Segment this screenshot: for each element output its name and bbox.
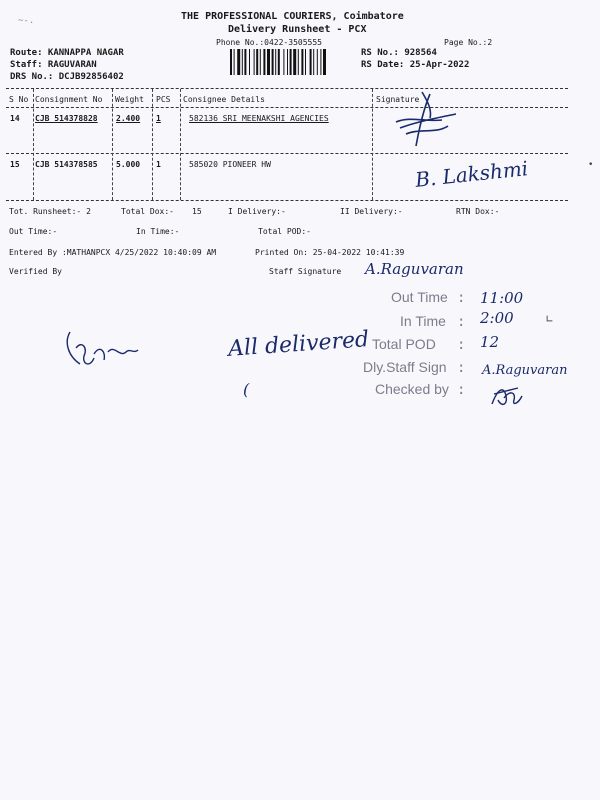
col-divider bbox=[180, 89, 181, 200]
row-15-signature: B. Lakshmi bbox=[414, 156, 530, 192]
phone-number: Phone No.:0422-3505555 bbox=[216, 38, 322, 47]
col-header-weight: Weight bbox=[115, 95, 144, 104]
barcode-bar bbox=[254, 49, 255, 75]
document-title: THE PROFESSIONAL COURIERS, Coimbatore bbox=[181, 11, 404, 22]
barcode-bar bbox=[317, 49, 318, 75]
table-row-divider bbox=[6, 153, 568, 154]
stamp-out-time: Out Time bbox=[391, 289, 448, 305]
document-subtitle: Delivery Runsheet - PCX bbox=[228, 24, 367, 35]
barcode-bar bbox=[230, 49, 232, 75]
row-pcs: 1 bbox=[156, 160, 161, 169]
row-sno: 14 bbox=[10, 114, 20, 123]
row-weight: 5.000 bbox=[116, 160, 141, 169]
handwritten-total-pod: 12 bbox=[480, 333, 500, 351]
total-pod-field: Total POD:- bbox=[258, 227, 311, 236]
stamp-colon: : bbox=[457, 314, 466, 330]
printed-on: Printed On: 25-04-2022 10:41:39 bbox=[255, 248, 405, 257]
barcode-bar bbox=[287, 49, 288, 75]
barcode-bar bbox=[256, 49, 258, 75]
handwritten-out-time: 11:00 bbox=[480, 289, 524, 307]
barcode-bar bbox=[283, 49, 284, 75]
row-sno: 15 bbox=[10, 160, 20, 169]
handwritten-dly-staff: A.Raguvaran bbox=[482, 363, 568, 378]
barcode-bar bbox=[260, 49, 261, 75]
barcode-bar bbox=[234, 49, 235, 75]
staff-signature-handwriting: A.Raguvaran bbox=[365, 260, 464, 278]
barcode-bar bbox=[310, 49, 312, 75]
col-header-sno: S No bbox=[9, 95, 29, 104]
stamp-in-time: In Time bbox=[400, 313, 446, 329]
barcode-bar bbox=[275, 49, 276, 75]
barcode-bar bbox=[323, 49, 326, 75]
barcode-bar bbox=[244, 49, 246, 75]
total-dox-label: Total Dox:- bbox=[121, 207, 174, 216]
barcode-bar bbox=[313, 49, 314, 75]
table-top-line bbox=[6, 88, 568, 89]
stamp-dly-staff-sign: Dly.Staff Sign bbox=[363, 359, 447, 375]
barcode-bar bbox=[320, 49, 321, 75]
barcode-bar bbox=[290, 49, 292, 75]
barcode-bar bbox=[301, 49, 303, 75]
barcode-bar bbox=[272, 49, 274, 75]
rs-date: RS Date: 25-Apr-2022 bbox=[361, 60, 470, 70]
barcode-bar bbox=[305, 49, 306, 75]
col-header-consignee: Consignee Details bbox=[183, 95, 265, 104]
checked-by-signature bbox=[488, 382, 528, 410]
row-14-signature bbox=[386, 88, 466, 150]
row-details: 585020 PIONEER HW bbox=[189, 160, 271, 169]
i-delivery: I Delivery:- bbox=[228, 207, 286, 216]
barcode-bar bbox=[267, 49, 270, 75]
rs-number: RS No.: 928564 bbox=[361, 48, 437, 58]
barcode-bar bbox=[249, 49, 250, 75]
margin-mark: ∟ bbox=[546, 312, 554, 326]
col-divider bbox=[33, 89, 34, 200]
row-pcs: 1 bbox=[156, 114, 161, 123]
staff-signature-label: Staff Signature bbox=[269, 267, 342, 276]
verified-by: Verified By bbox=[9, 267, 62, 276]
barcode-bar bbox=[298, 49, 299, 75]
col-header-signature: Signature bbox=[376, 95, 420, 104]
col-header-pcs: PCS bbox=[156, 95, 171, 104]
stray-mark: ( bbox=[243, 380, 250, 399]
col-divider bbox=[112, 89, 113, 200]
out-time-field: Out Time:- bbox=[9, 227, 58, 236]
col-divider bbox=[152, 89, 153, 200]
margin-mark: • bbox=[588, 160, 594, 170]
barcode-bar bbox=[293, 49, 296, 75]
page-number: Page No.:2 bbox=[444, 38, 493, 47]
drs-number: DRS No.: DCJB92856402 bbox=[10, 72, 124, 82]
stamp-colon: : bbox=[457, 290, 466, 306]
total-dox-value: 15 bbox=[192, 207, 202, 216]
stamp-colon: : bbox=[457, 360, 466, 376]
staff-label: Staff: RAGUVARAN bbox=[10, 60, 97, 70]
col-header-consignment: Consignment No bbox=[35, 95, 103, 104]
tot-runsheet: Tot. Runsheet:- 2 bbox=[9, 207, 91, 216]
stamp-colon: : bbox=[457, 382, 466, 398]
stamp-checked-by: Checked by bbox=[375, 381, 449, 397]
stamp-total-pod: Total POD bbox=[372, 336, 436, 352]
barcode bbox=[230, 49, 358, 75]
verified-by-signature bbox=[60, 318, 150, 378]
row-consignment: CJB 514378828 bbox=[35, 114, 98, 123]
col-divider bbox=[372, 89, 373, 200]
handwritten-in-time: 2:00 bbox=[480, 309, 514, 327]
table-bottom-line bbox=[6, 200, 568, 201]
ii-delivery: II Delivery:- bbox=[340, 207, 403, 216]
entered-by: Entered By :MATHANPCX 4/25/2022 10:40:09 AM bbox=[9, 248, 217, 257]
table-header-line bbox=[6, 107, 568, 108]
route-label: Route: KANNAPPA NAGAR bbox=[10, 48, 124, 58]
barcode-bar bbox=[278, 49, 280, 75]
top-left-mark: ~-. bbox=[18, 16, 35, 26]
in-time-field: In Time:- bbox=[136, 227, 180, 236]
rtn-dox: RTN Dox:- bbox=[456, 207, 500, 216]
barcode-bar bbox=[237, 49, 240, 75]
stamp-colon: : bbox=[457, 337, 466, 353]
all-delivered-note: All delivered bbox=[227, 327, 370, 362]
barcode-bar bbox=[242, 49, 243, 75]
barcode-bar bbox=[263, 49, 265, 75]
row-details: 582136 SRI MEENAKSHI AGENCIES bbox=[189, 114, 329, 123]
row-consignment: CJB 514378585 bbox=[35, 160, 98, 169]
row-weight: 2.400 bbox=[116, 114, 141, 123]
